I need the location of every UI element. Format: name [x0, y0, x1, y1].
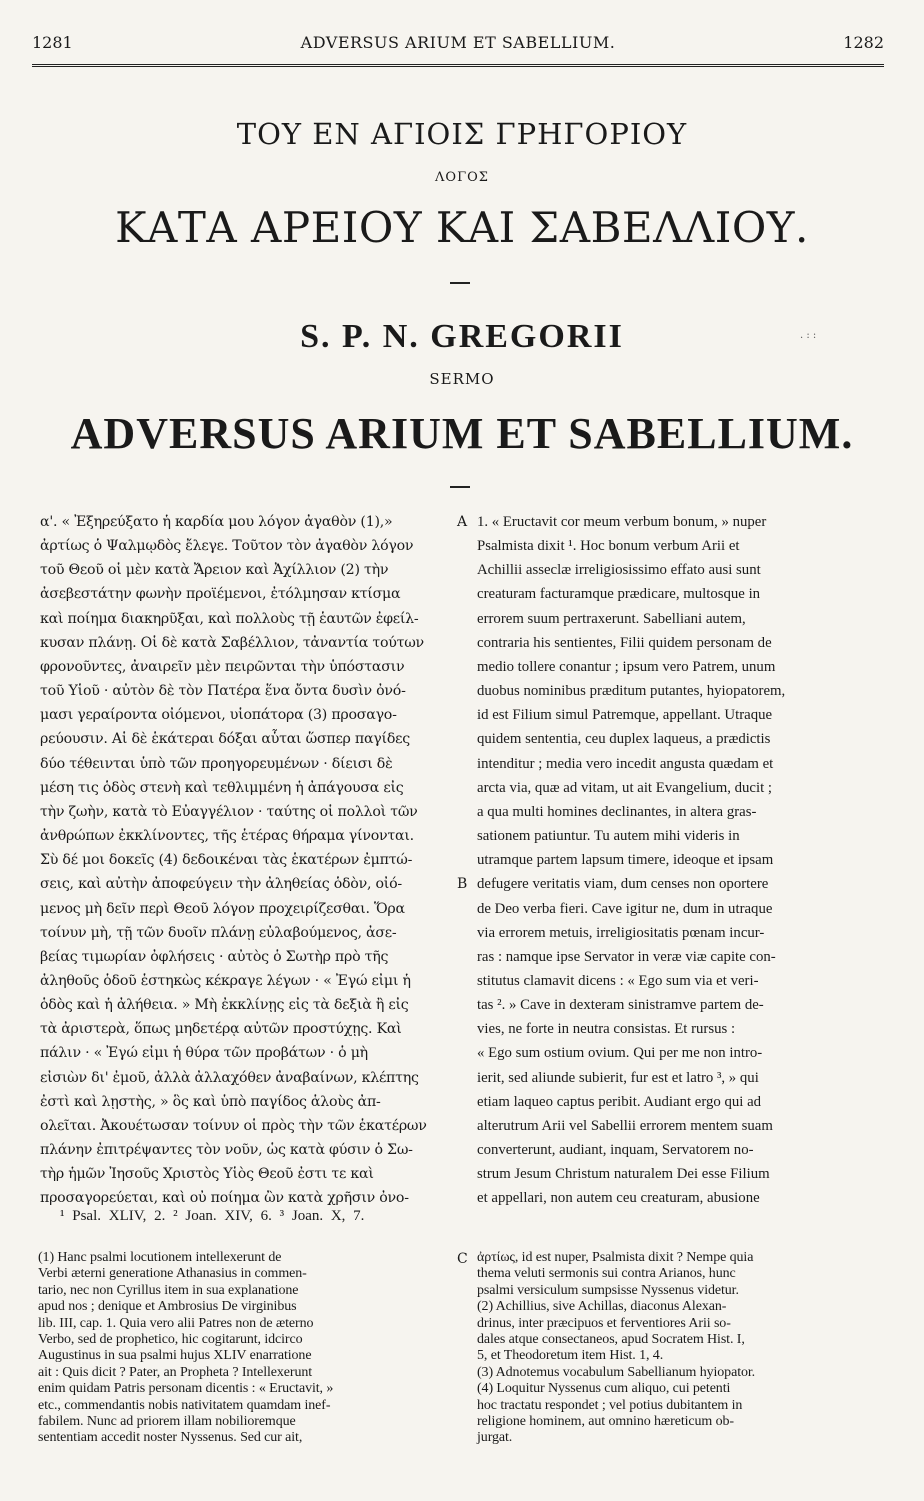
text-line: medio tollere conantur ; ipsum vero Patrem, unum	[477, 658, 776, 675]
text-line: τοίνυν μὴ, τῇ τῶν δυοῖν πλάνῃ εὐλαβούμενος, ἀσε-	[40, 924, 397, 941]
text-line: lib. III, cap. 1. Quia vero alii Patres non de æterno	[38, 1315, 314, 1331]
text-line: Verbo, sed de prophetico, hic cogitarunt, idcirco	[38, 1332, 303, 1348]
latin-title-line2: ADVERSUS ARIUM ET SABELLIUM.	[70, 409, 854, 458]
text-line: ait : Quis dicit ? Pater, an Propheta ? Intellexerunt	[38, 1364, 313, 1380]
divider-dash	[450, 486, 470, 488]
running-title: ADVERSUS ARIUM ET SABELLIUM.	[300, 33, 616, 52]
text-line: καὶ ποίημα διακηρῦξαι, καὶ πολλοὺς τῇ ἑαυτῶν ἐφείλ-	[40, 610, 419, 627]
text-line: ras : namque ipse Servator in veræ viæ capite con-	[477, 948, 776, 965]
greek-logos: ΛΟΓΟΣ	[435, 170, 489, 185]
text-line: creaturam facturamque prædicare, multosque in	[477, 586, 761, 603]
text-line: tario, nec non Cyrillus item in sua explanatione	[38, 1282, 299, 1298]
text-line: jurgat.	[477, 1430, 513, 1446]
text-line: enim quidam Patris personam dicentis : « Eructavit, »	[38, 1381, 334, 1397]
page-number-left: 1281	[32, 33, 73, 52]
text-line: et appellari, non autem ceu creaturam, abusione	[477, 1190, 760, 1207]
text-line: via errorem metuis, irreligiositatis pœnam incur-	[477, 924, 765, 941]
text-line: Σὺ δέ μοι δοκεῖς (4) δεδοικέναι τὰς ἑκατέρων ἐμπτώ-	[40, 852, 413, 869]
text-line: fabilem. Nunc ad priorem illam nobilioremque	[38, 1414, 296, 1430]
text-line: μέση τις ὁδὸς στενὴ καὶ τεθλιμμένη ἡ ἀπάγουσα εἰς	[40, 779, 404, 796]
text-line: psalmi versiculum sumpsisse Nyssenus videtur.	[477, 1282, 739, 1298]
text-line: etiam laqueo captus peribit. Audiant ergo qui ad	[477, 1093, 762, 1110]
text-line: contraria his sentientes, Filii quidem personam de	[477, 634, 772, 651]
text-line: arcta via, quæ ad vitam, ut ait Evangelium, ducit ;	[477, 779, 773, 796]
footnotes-left	[38, 1250, 458, 1447]
divider-dash	[450, 282, 470, 284]
text-line: α'. « Ἐξηρεύξατο ἡ καρδία μου λόγον ἀγαθὸν (1),»	[40, 514, 393, 530]
footnotes-right	[477, 1250, 887, 1447]
margin-mark-c: C	[457, 1251, 468, 1267]
text-line: (3) Adnotemus vocabulum Sabellianum hyiopator.	[477, 1364, 756, 1380]
greek-title-line1: ΤΟΥ ΕΝ ΑΓΙΟΙΣ ΓΡΗΓΟΡΙΟΥ	[236, 117, 688, 151]
text-line: εἰσιὼν δι' ἐμοῦ, ἀλλὰ ἀλλαχόθεν ἀναβαίνων, κλέπτης	[40, 1069, 419, 1086]
text-line: 1. « Eructavit cor meum verbum bonum, » nuper	[477, 514, 767, 530]
print-specks: . : :	[800, 330, 817, 341]
text-line: Verbi æterni generatione Athanasius in commen-	[38, 1266, 307, 1282]
text-line: ολεῖται. Ἀκουέτωσαν τοίνυν οἱ πρὸς τὴν τῶν ἑκατέρων	[40, 1117, 427, 1134]
text-line: βείας τιμωρίαν ὀφλήσεις · αὐτὸς ὁ Σωτὴρ πρὸ τῆς	[40, 948, 389, 965]
text-line: ἀληθοῦς ὁδοῦ ἑστηκὼς κέκραγε λέγων · « Ἐγώ εἰμι ἡ	[40, 972, 411, 989]
text-line: ἀσεβεστάτην φωνὴν προϊέμενοι, ἐτόλμησαν κτίσμα	[40, 586, 401, 603]
greek-text-column	[40, 510, 455, 1211]
text-line: μενος μὴ δεῖν περὶ Θεοῦ λόγον προχειρίζεσθαι. Ὅρα	[40, 900, 405, 917]
text-line: φρονοῦντες, ἀναιρεῖν μὲν πειρῶνται τὴν ὑπόστασιν	[40, 658, 405, 675]
text-line: μασι γεραίροντα οἰόμενοι, υἱοπάτορα (3) προσαγο-	[40, 707, 397, 724]
latin-text-column	[477, 510, 887, 1211]
text-line: ἀρτίως ὁ Ψαλμῳδὸς ἔλεγε. Τοῦτον τὸν ἀγαθὸν λόγον	[40, 538, 414, 555]
text-line: converterunt, audiant, inquam, Servatorem no-	[477, 1142, 754, 1159]
latin-title-line1: S. P. N. GREGORII	[300, 318, 624, 355]
text-line: τὰ ἀριστερὰ, ὅπως μηδετέρᾳ αὐτῶν προστύχῃς. Καὶ	[40, 1021, 402, 1038]
text-line: τὴρ ἡμῶν Ἰησοῦς Χριστὸς Υἱὸς Θεοῦ ἐστι τε καὶ	[40, 1166, 374, 1183]
text-line: duobus nominibus præditum putantes, hyiopatorem,	[477, 683, 786, 700]
scripture-references: ¹ Psal. XLIV, 2. ² Joan. XIV, 6. ³ Joan. X, 7.	[60, 1208, 365, 1224]
text-line: ἀρτίως, id est nuper, Psalmista dixit ? Nempe quia	[477, 1250, 754, 1265]
text-line: πάλιν · « Ἐγώ εἰμι ἡ θύρα τῶν προβάτων · ὁ μὴ	[40, 1045, 368, 1062]
text-line: strum Jesum Christum naturalem Dei esse Filium	[477, 1166, 770, 1183]
text-line: τὴν ζωὴν, κατὰ τὸ Εὐαγγέλιον · ταύτης οἱ πολλοὶ τῶν	[40, 803, 418, 820]
text-line: drinus, inter præcipuos et ferventiores Arii so-	[477, 1315, 731, 1331]
text-line: ρεύουσιν. Αἱ δὲ ἑκάτεραι δόξαι αὗται ὥσπερ παγίδες	[40, 731, 410, 748]
text-line: tas ². » Cave in dexteram sinistramve partem de-	[477, 997, 764, 1014]
text-line: stitutus clamavit dicens : « Ego sum via et veri-	[477, 972, 759, 989]
text-line: δύο τέθεινται ὑπὸ τῶν προηγορευμένων · δίεισι δὲ	[40, 755, 393, 772]
text-line: defugere veritatis viam, dum censes non oportere	[477, 876, 769, 893]
text-line: κυσαν πλάνῃ. Οἱ δὲ κατὰ Σαβέλλιον, τἀναντία τούτων	[40, 634, 424, 651]
text-line: etc., commendantis nobis nativitatem quamdam inef-	[38, 1397, 331, 1413]
margin-mark-a: A	[457, 514, 468, 530]
text-line: sententiam accedit noster Nyssenus. Sed cur ait,	[38, 1430, 303, 1446]
header-rule	[32, 64, 884, 67]
text-line: σεις, καὶ αὐτὴν ἀποφεύγειν τὴν ἀληθείας ὁδὸν, οἰό-	[40, 876, 402, 893]
text-line: sationem patiuntur. Tu autem mihi videris in	[477, 828, 740, 845]
text-line: ἀνθρώπων ἐκκλίνοντες, τῆς ἑτέρας θήραμα γίνονται.	[40, 828, 414, 845]
text-line: πλάνην ἐπιτρέψαντες τὸν νοῦν, ὡς κατὰ φύσιν ὁ Σω-	[40, 1142, 413, 1159]
text-line: (2) Achillius, sive Achillas, diaconus Alexan-	[477, 1299, 727, 1315]
text-line: Augustinus in sua psalmi hujus XLIV enarratione	[38, 1348, 312, 1364]
text-line: religione hominem, aut omnino hæreticum ob-	[477, 1414, 734, 1430]
text-line: Achillii asseclæ irreligiosissimo effato ausi sunt	[477, 562, 761, 579]
text-line: thema veluti sermonis sui contra Arianos, hunc	[477, 1266, 736, 1282]
text-line: dales atque consectaneos, apud Socratem Hist. I,	[477, 1332, 745, 1348]
text-line: hoc tractatu respondet ; vel potius dubitantem in	[477, 1397, 743, 1413]
running-header	[32, 33, 884, 57]
text-line: ἐστὶ καὶ λῃστὴς, » ὃς καὶ ὑπὸ παγίδος ἁλοὺς ἀπ-	[40, 1093, 381, 1110]
margin-mark-b: B	[457, 876, 468, 892]
text-line: apud nos ; denique et Ambrosius De virginibus	[38, 1299, 297, 1315]
text-line: quidem sententia, ceu duplex laqueus, a prædictis	[477, 731, 771, 748]
text-line: errorem suum pertraxerunt. Sabelliani autem,	[477, 610, 746, 627]
text-line: ὁδὸς καὶ ἡ ἀλήθεια. » Μὴ ἐκκλίνῃς εἰς τὰ δεξιὰ ἢ εἰς	[40, 997, 409, 1014]
text-line: τοῦ Υἱοῦ · αὐτὸν δὲ τὸν Πατέρα ἕνα ὄντα δυσὶν ὀνό-	[40, 683, 406, 700]
text-line: id est Filium simul Patremque, appellant. Utraque	[477, 707, 773, 724]
text-line: προσαγορεύεται, καὶ οὐ ποίημα ὢν κατὰ χρῆσιν ὀνο-	[40, 1190, 409, 1207]
text-line: alterutrum Arii vel Sabellii errorem mentem suam	[477, 1117, 773, 1134]
text-line: a qua multi homines declinantes, in altera gras-	[477, 803, 757, 820]
latin-sermo: SERMO	[429, 370, 495, 388]
text-line: intenditur ; media vero incedit angusta quædam et	[477, 755, 774, 772]
text-line: de Deo verba fieri. Cave igitur ne, dum in utraque	[477, 900, 773, 917]
greek-title-line2: ΚΑΤΑ ΑΡΕΙΟΥ ΚΑΙ ΣΑΒΕΛΛΙΟΥ.	[115, 203, 809, 252]
text-line: (1) Hanc psalmi locutionem intellexerunt de	[38, 1250, 282, 1265]
text-line: vies, ne forte in neutra consistas. Et rursus :	[477, 1021, 736, 1038]
text-line: Psalmista dixit ¹. Hoc bonum verbum Arii et	[477, 538, 740, 555]
text-line: (4) Loquitur Nyssenus cum aliquo, cui petenti	[477, 1381, 731, 1397]
page-number-right: 1282	[843, 33, 884, 52]
text-line: « Ego sum ostium ovium. Qui per me non intro-	[477, 1045, 763, 1062]
text-line: τοῦ Θεοῦ οἱ μὲν κατὰ Ἄρειον καὶ Ἀχίλλιον (2) τὴν	[40, 562, 389, 579]
text-line: ierit, sed aliunde subierit, fur est et latro ³, » qui	[477, 1069, 759, 1086]
text-line: utramque partem lapsum timere, ideoque et ipsam	[477, 852, 774, 869]
text-line: 5, et Theodoretum item Hist. 1, 4.	[477, 1348, 664, 1364]
